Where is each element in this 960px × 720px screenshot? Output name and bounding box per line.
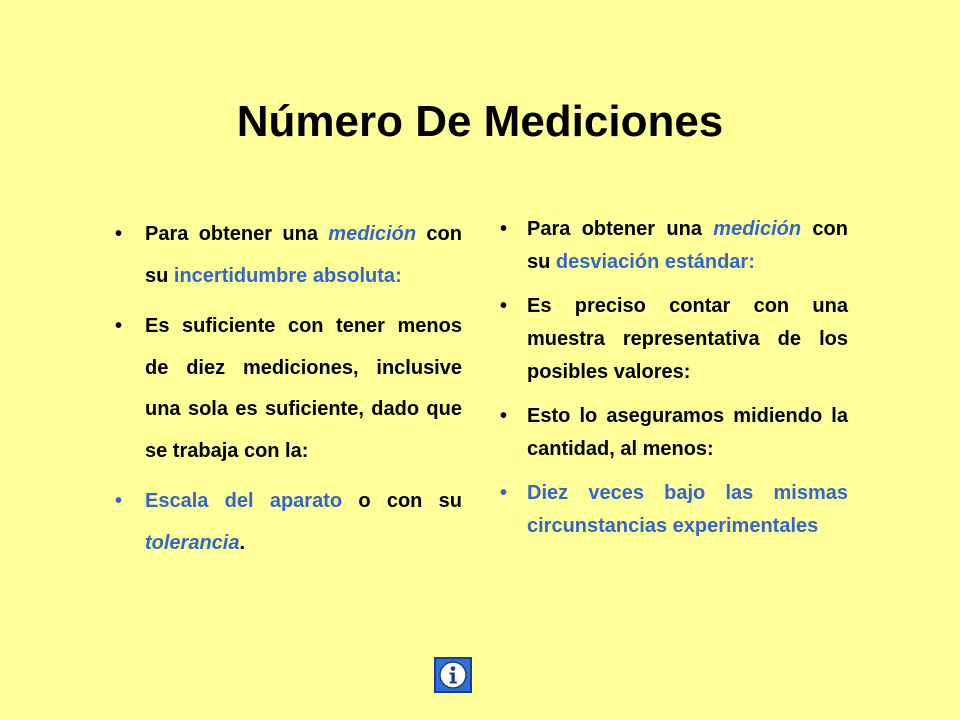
left-column [115,214,462,573]
right-bullet-item-3 [500,400,848,466]
text: Es preciso contar con una muestra representativa de los posibles valores: [527,295,848,383]
right-bullet-item-4 [500,477,848,543]
right-column [500,213,848,554]
bullet: • [500,405,508,427]
bullet: • [115,315,123,337]
right-bullet-item-1 [500,213,848,279]
left-bullet-item-2 [115,306,462,472]
text: Diez veces bajo las mismas circunstancias experimentales [527,482,848,537]
punctuation: : [748,251,755,273]
left-bullet-item-1 [115,214,462,297]
punctuation: . [239,531,246,554]
right-bullet-item-2 [500,290,848,389]
highlight-term: tolerancia [145,531,240,554]
info-icon [438,660,468,690]
slide-title: Número De Mediciones [236,97,724,146]
highlight-term: desviación estándar [555,251,749,273]
text: Para obtener una [527,218,714,240]
punctuation: : [395,264,402,287]
bullet: • [115,223,123,245]
text: o con su [342,490,462,512]
text: con su [527,218,848,273]
highlight-term: medición [328,223,417,245]
text: Esto lo aseguramos midiendo la cantidad, al menos: [527,405,848,460]
bullet: • [500,482,508,504]
info-button[interactable] [434,657,472,693]
highlight-term: incertidumbre absoluta [173,264,396,287]
text: con su [145,223,462,287]
bullet: • [500,218,508,240]
text: Es suficiente con tener menos de diez mediciones, inclusive una sola es suficiente, dado que se trabaja con la: [145,315,462,462]
left-bullet-item-3 [115,481,462,564]
highlight-term: Escala del aparato [145,490,343,512]
highlight-term: medición [713,218,802,240]
bullet: • [115,490,123,512]
bullet: • [500,295,508,317]
text: Para obtener una [145,223,329,245]
